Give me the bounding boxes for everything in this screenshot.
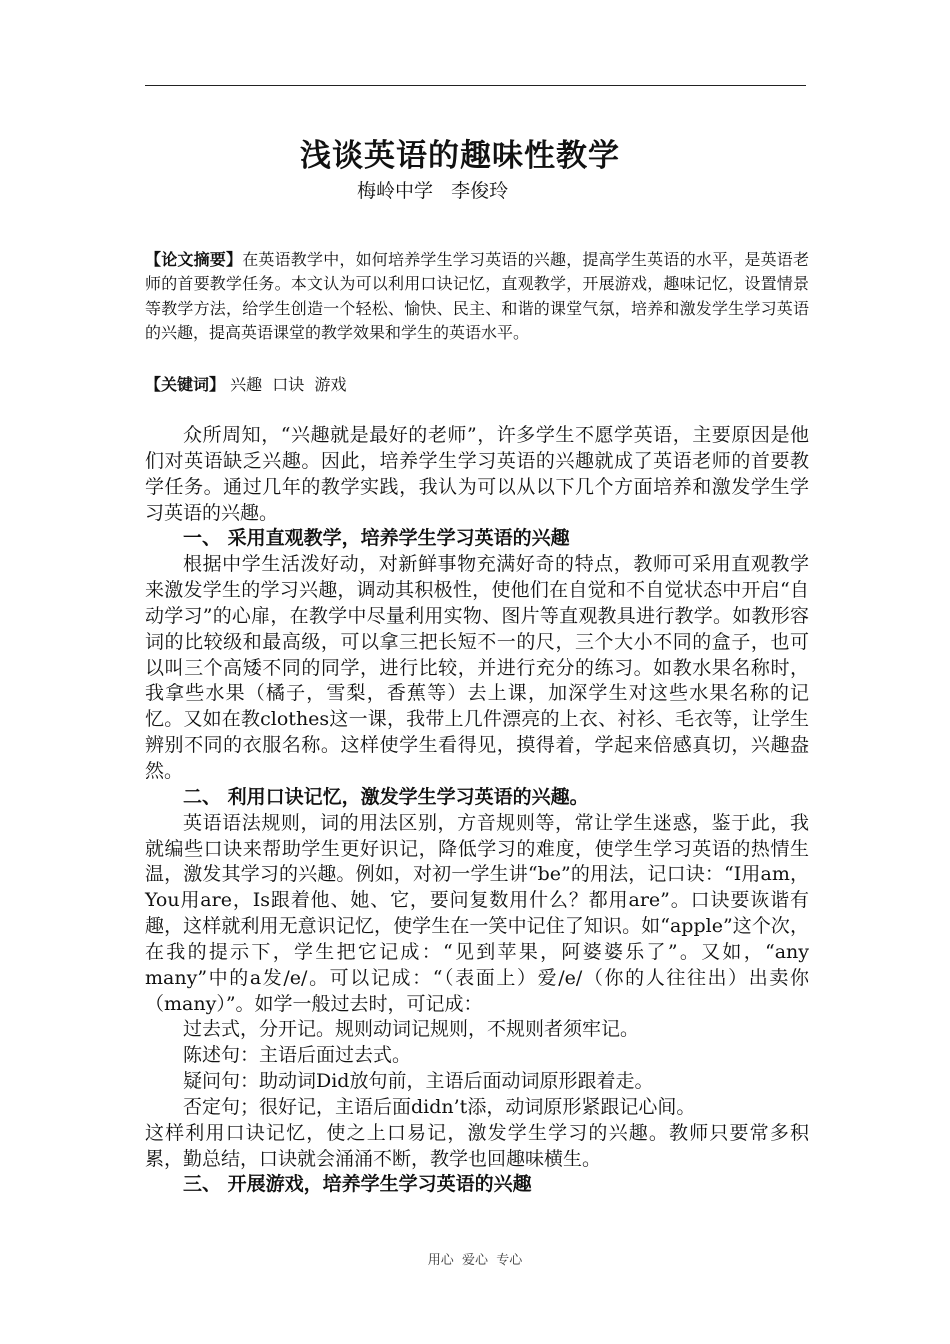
abstract-label: 【论文摘要】	[145, 250, 243, 269]
intro-paragraph: 众所周知，“兴趣就是最好的老师”，许多学生不愿学英语，主要原因是他们对英语缺乏兴趣。因此，培养学生学习英语的兴趣就成了英语老师的首要教学任务。通过几年的教学实践，我认为可以从以下几个方面培养和激发学生学习英语的兴趣。	[145, 424, 809, 524]
abstract-paragraph	[145, 248, 809, 346]
mnemonic-line-4: 否定句；很好记，主语后面didn’t添，动词原形紧跟记心间。	[183, 1095, 696, 1118]
keywords-label: 【关键词】	[145, 375, 226, 394]
section-heading-3: 三、 开展游戏，培养学生学习英语的兴趣	[183, 1173, 532, 1196]
section-2-conclusion: 这样利用口诀记忆，使之上口易记，激发学生学习的兴趣。教师只要常多积累，勤总结，口诀就会涌涌不断，教学也回趣味横生。	[145, 1121, 809, 1170]
page-footer: 用心 爱心 专心	[427, 1253, 523, 1268]
author-line: 梅岭中学 李俊玲	[357, 180, 509, 202]
section-heading-1: 一、 采用直观教学，培养学生学习英语的兴趣	[183, 527, 570, 550]
document-title: 浅谈英语的趣味性教学	[300, 138, 620, 174]
mnemonic-line-2: 陈述句：主语后面过去式。	[183, 1044, 412, 1067]
abstract-text: 在英语教学中，如何培养学生学习英语的兴趣，提高学生英语的水平，是英语老师的首要教学任务。本文认为可以利用口诀记忆，直观教学，开展游戏，趣味记忆，设置情景等教学方法，给学生创造一个轻松、愉快、民主、和谐的课堂气氛，培养和激发学生学习英语的兴趣，提高英语课堂的教学效果和学生的英语水平。	[145, 250, 809, 343]
keywords-line	[145, 373, 346, 397]
header-rule	[145, 85, 806, 86]
body-text	[145, 423, 809, 1198]
mnemonic-line-3: 疑问句：助动词Did放句前，主语后面动词原形跟着走。	[183, 1070, 654, 1093]
section-heading-2: 二、 利用口诀记忆，激发学生学习英语的兴趣。	[183, 785, 589, 808]
mnemonic-line-1: 过去式，分开记。规则动词记规则，不规则者须牢记。	[183, 1018, 640, 1041]
keywords-text: 兴趣 口诀 游戏	[225, 375, 347, 394]
section-2-paragraph: 英语语法规则，词的用法区别，方音规则等，常让学生迷惑，鉴于此，我就编些口诀来帮助学生更好识记，降低学习的难度，使学生学习英语的热情生温，激发其学习的兴趣。例如，对初一学生讲“be”的用法，记口诀：“I用am，You用are，Is跟着他、她、它，要问复数用什么？都用are”。口诀要诙谐有趣，这样就利用无意识记忆，使学生在一笑中记住了知识。如“apple”这个次，在我的提示下，学生把它记成：“见到苹果，阿婆婆乐了”。又如，“any many”中的a发/e/。可以记成：“（表面上）爱/e/（你的人往往出）出卖你（many）”。如学一般过去时，可记成：	[145, 811, 809, 1015]
section-1-paragraph: 根据中学生活泼好动，对新鲜事物充满好奇的特点，教师可采用直观教学来激发学生的学习兴趣，调动其积极性，使他们在自觉和不自觉状态中开启“自动学习”的心扉，在教学中尽量利用实物、图片等直观教具进行教学。如教形容词的比较级和最高级，可以拿三把长短不一的尺，三个大小不同的盒子，也可以叫三个高矮不同的同学，进行比较，并进行充分的练习。如教水果名称时，我拿些水果（橘子，雪梨，香蕉等）去上课，加深学生对这些水果名称的记忆。又如在教clothes这一课，我带上几件漂亮的上衣、衬衫、毛衣等，让学生辨别不同的衣服名称。这样使学生看得见，摸得着，学起来倍感真切，兴趣盎然。	[145, 553, 809, 782]
